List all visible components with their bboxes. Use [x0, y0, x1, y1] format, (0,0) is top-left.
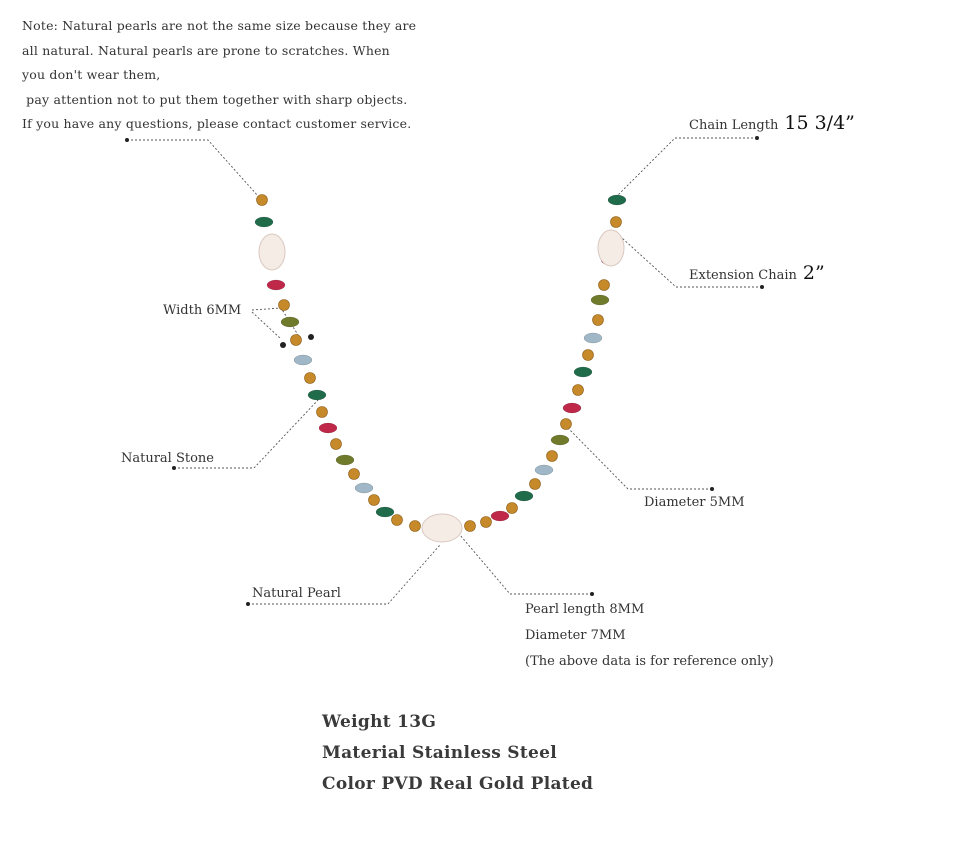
- chain-length-value: 15 3/4”: [784, 112, 855, 134]
- spec-weight: Weight 13G: [322, 712, 437, 732]
- width-label: Width 6MM: [163, 303, 242, 318]
- chain-length-text: Chain Length: [689, 118, 779, 133]
- natural-stone-label: Natural Stone: [121, 451, 214, 466]
- note-line: you don't wear them,: [22, 67, 161, 82]
- note-line: Note: Natural pearls are not the same size because they are: [22, 18, 417, 33]
- extension-chain-text: Extension Chain: [689, 268, 797, 283]
- pearl-length-label: Pearl length 8MM: [525, 602, 645, 617]
- note-line: pay attention not to put them together with sharp objects.: [22, 91, 408, 107]
- diameter-small-label: Diameter 5MM: [644, 495, 745, 510]
- pearl-diameter-label: Diameter 7MM: [525, 628, 626, 643]
- note-line: all natural. Natural pearls are prone to scratches. When: [22, 42, 390, 58]
- spec-material: Material Stainless Steel: [322, 743, 558, 763]
- chain-length-label: [689, 112, 855, 134]
- product-specs: [322, 707, 593, 800]
- spec-color: Color PVD Real Gold Plated: [322, 774, 594, 794]
- natural-pearl-label: Natural Pearl: [252, 586, 341, 601]
- disclaimer-label: (The above data is for reference only): [525, 654, 774, 669]
- note-line: If you have any questions, please contact customer service.: [22, 116, 412, 131]
- extension-chain-label: [689, 262, 825, 284]
- extension-chain-value: 2”: [802, 262, 825, 284]
